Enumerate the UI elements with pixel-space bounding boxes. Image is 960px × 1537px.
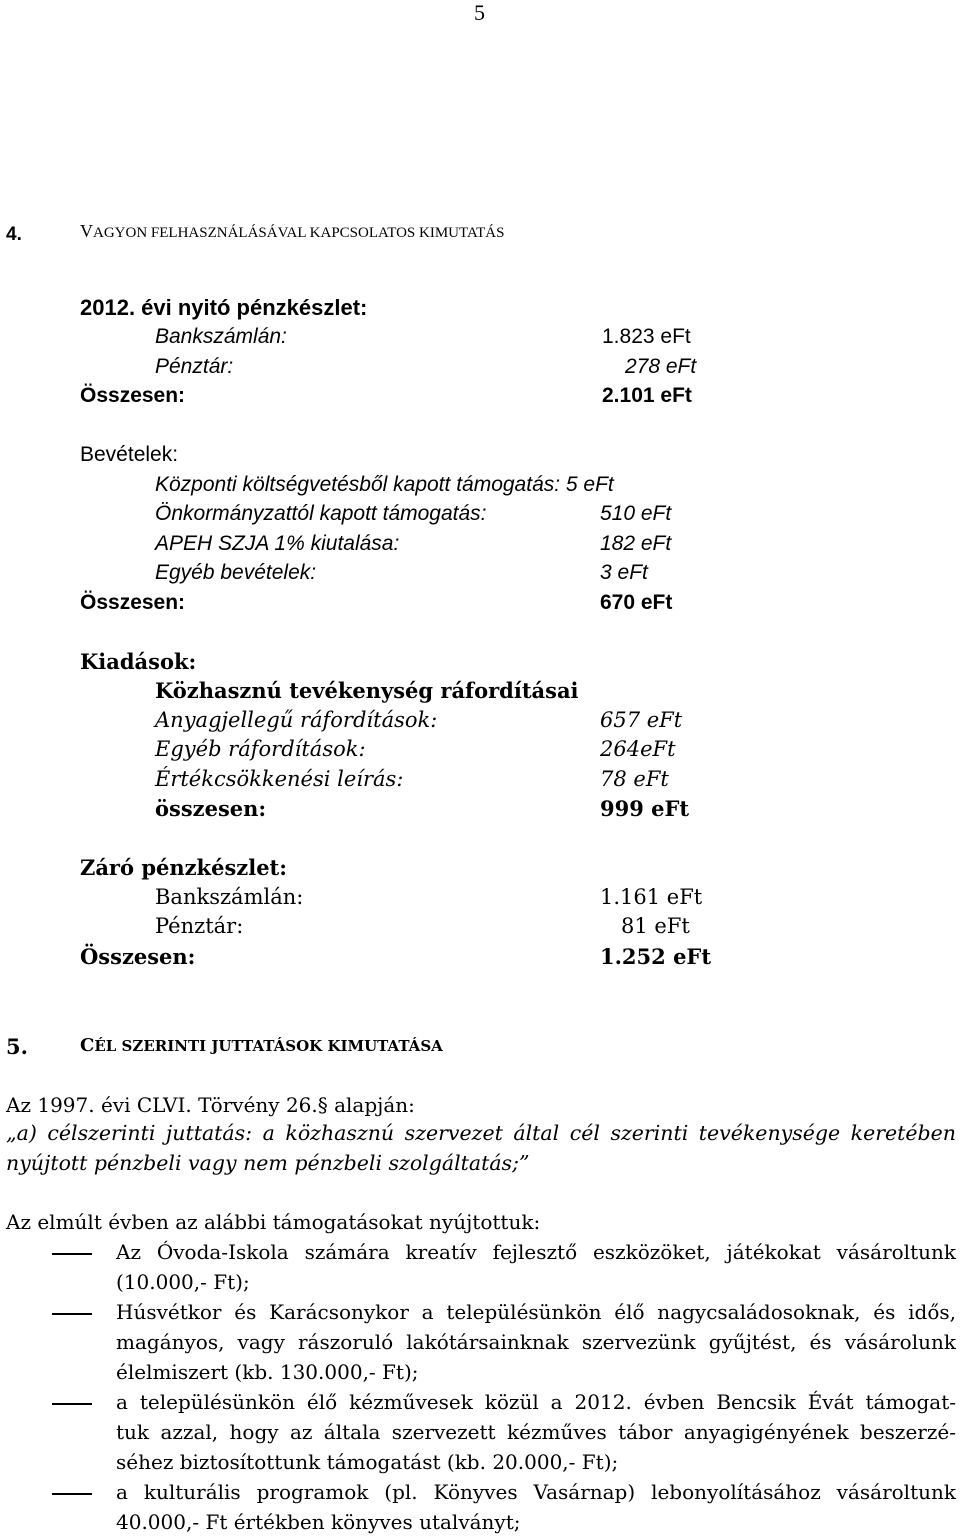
closing-bank-label: Bankszámlán: bbox=[155, 885, 304, 909]
section-4-title-initial: V bbox=[80, 221, 93, 241]
opening-cash-label: Pénztár: bbox=[155, 355, 234, 378]
list-item-line: a településünkön élő kézművesek közül a 2012. évben Bencsik Évát támogat- bbox=[116, 1390, 956, 1414]
income-local-value: 510 eFt bbox=[600, 502, 672, 525]
opening-heading: 2012. évi nyitó pénzkészlet: bbox=[80, 295, 368, 320]
opening-bank-value: 1.823 eFt bbox=[602, 325, 691, 348]
law-quote-line-2: nyújtott pénzbeli vagy nem pénzbeli szolgáltatás;” bbox=[6, 1151, 530, 1175]
closing-total-value: 1.252 eFt bbox=[600, 944, 712, 969]
closing-cash-label: Pénztár: bbox=[155, 914, 244, 938]
expenses-subheading: Közhasznú tevékenység ráfordításai bbox=[155, 678, 579, 703]
list-bullet-dash bbox=[52, 1313, 92, 1315]
section-5-number: 5. bbox=[6, 1034, 28, 1059]
expenses-material-value: 657 eFt bbox=[600, 708, 683, 732]
income-other-label: Egyéb bevételek: bbox=[155, 561, 317, 584]
income-apeh-value: 182 eFt bbox=[600, 532, 672, 555]
income-other-value: 3 eFt bbox=[600, 561, 648, 584]
section-4-number: 4. bbox=[6, 224, 22, 245]
list-item bbox=[116, 1477, 956, 1537]
expenses-total-value: 999 eFt bbox=[600, 796, 690, 821]
expenses-material-label: Anyagjellegű ráfordítások: bbox=[155, 708, 438, 732]
section-5-title bbox=[80, 1037, 443, 1055]
opening-total-value: 2.101 eFt bbox=[602, 384, 692, 407]
list-item bbox=[116, 1237, 956, 1297]
list-bullet-dash bbox=[52, 1253, 92, 1255]
list-item-line: 40.000,- Ft értékben könyves utalványt; bbox=[116, 1510, 521, 1534]
expenses-depreciation-value: 78 eFt bbox=[600, 767, 669, 791]
expenses-total-label: összesen: bbox=[155, 796, 267, 821]
income-total-label: Összesen: bbox=[80, 591, 186, 614]
law-quote bbox=[6, 1118, 956, 1178]
list-bullet-dash bbox=[52, 1403, 92, 1405]
list-item-line: tuk azzal, hogy az általa szervezett kézműves tábor anyagigényének beszerzé- bbox=[116, 1420, 956, 1444]
closing-total-label: Összesen: bbox=[80, 944, 196, 969]
list-item-line: (10.000,- Ft); bbox=[116, 1270, 250, 1294]
list-item-line: magányos, vagy rászoruló lakótársainknak szervezünk gyűjtést, és vásárolunk bbox=[116, 1330, 956, 1354]
law-line: Az 1997. évi CLVI. Törvény 26.§ alapján: bbox=[6, 1093, 415, 1117]
list-item-line: a kulturális programok (pl. Könyves Vasárnap) lebonyolításához vásároltunk bbox=[116, 1480, 956, 1504]
section-4-title-rest: AGYON FELHASZNÁLÁSÁVAL KAPCSOLATOS KIMUTATÁS bbox=[93, 225, 505, 241]
section-4-title bbox=[80, 222, 504, 241]
expenses-depreciation-label: Értékcsökkenési leírás: bbox=[155, 767, 404, 791]
law-quote-line-1: „a) célszerinti juttatás: a közhasznú szervezet által cél szerinti tevékenysége keretében bbox=[6, 1121, 956, 1145]
income-central-label: Központi költségvetésből kapott támogatás: 5 eFt bbox=[155, 473, 614, 496]
income-total-value: 670 eFt bbox=[600, 591, 673, 614]
closing-heading: Záró pénzkészlet: bbox=[80, 855, 288, 880]
section-5-title-initial: C bbox=[80, 1035, 95, 1056]
list-item bbox=[116, 1387, 956, 1477]
list-bullet-dash bbox=[52, 1493, 92, 1495]
expenses-other-label: Egyéb ráfordítások: bbox=[155, 737, 366, 761]
list-item-line: séhez biztosítottunk támogatást (kb. 20.000,- Ft); bbox=[116, 1450, 619, 1474]
list-item-line: Az Óvoda-Iskola számára kreatív fejlesztő eszközöket, játékokat vásároltunk bbox=[116, 1240, 956, 1264]
expenses-heading: Kiadások: bbox=[80, 649, 197, 674]
opening-total-label: Összesen: bbox=[80, 384, 186, 407]
support-intro: Az elmúlt évben az alábbi támogatásokat nyújtottuk: bbox=[6, 1210, 541, 1234]
income-apeh-label: APEH SZJA 1% kiutalása: bbox=[155, 532, 400, 555]
opening-cash-value: 278 eFt bbox=[625, 355, 697, 378]
expenses-other-value: 264eFt bbox=[600, 737, 676, 761]
income-local-label: Önkormányzattól kapott támogatás: bbox=[155, 502, 487, 525]
closing-cash-value: 81 eFt bbox=[621, 914, 690, 938]
opening-bank-label: Bankszámlán: bbox=[155, 325, 287, 348]
closing-bank-value: 1.161 eFt bbox=[600, 885, 703, 909]
list-item-line: élelmiszert (kb. 130.000,- Ft); bbox=[116, 1360, 419, 1384]
list-item-line: Húsvétkor és Karácsonykor a településünkön élő nagycsaládosoknak, és idős, bbox=[116, 1300, 956, 1324]
income-heading: Bevételek: bbox=[80, 443, 179, 466]
section-5-title-rest: ÉL SZERINTI JUTTATÁSOK KIMUTATÁSA bbox=[94, 1037, 443, 1055]
page-number: 5 bbox=[474, 0, 485, 25]
list-item bbox=[116, 1297, 956, 1387]
